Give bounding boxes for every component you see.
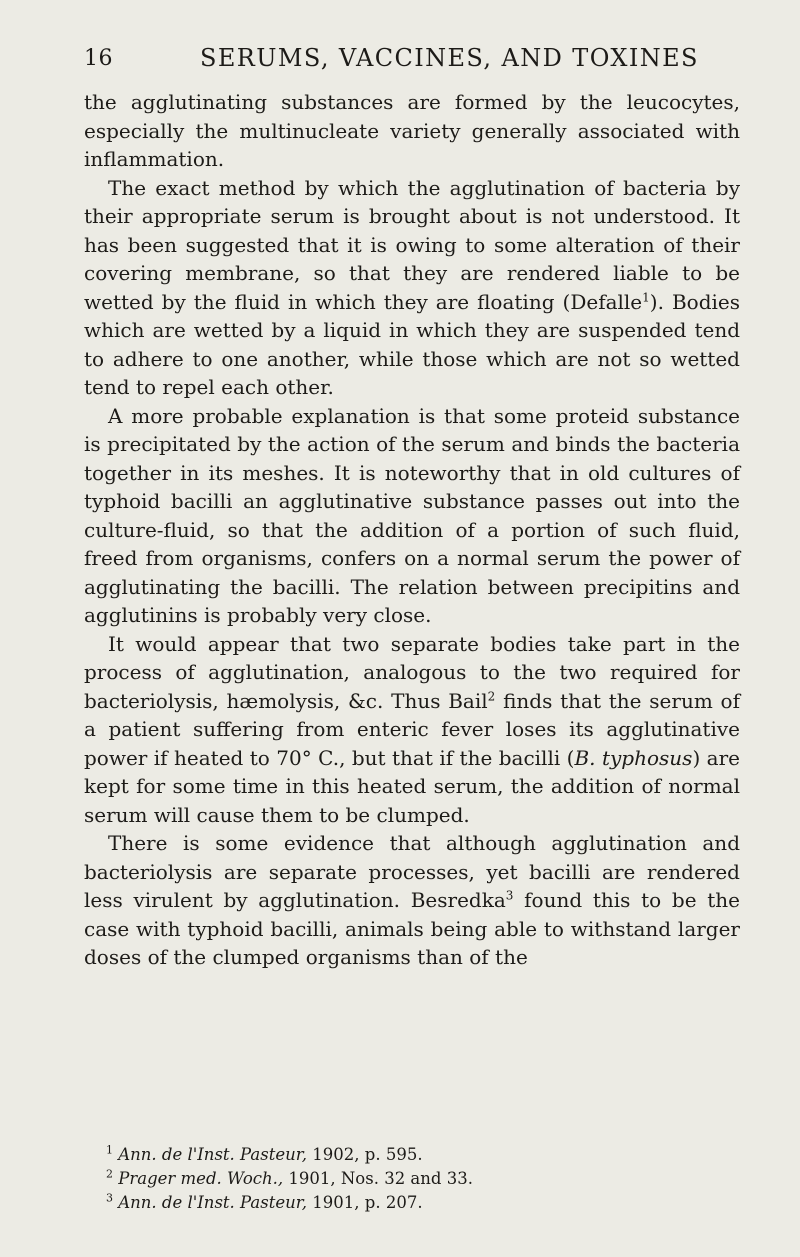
footnote-1-number: 1 xyxy=(106,1143,113,1157)
footnote-2 xyxy=(106,1167,726,1191)
footnotes xyxy=(106,1143,726,1215)
footnote-1-source: Ann. de l'Inst. Pasteur, xyxy=(118,1145,308,1164)
paragraph-3 xyxy=(84,402,740,630)
paragraph-2-text-a: The exact method by which the agglutination of bacteria by their appropriate serum is brought about is not understood. It has been suggested that it is owing to some alteration of their covering membrane, so that they are rendered liable to be wetted by the fluid in which they are floating (Defalle xyxy=(84,175,740,314)
footnote-3 xyxy=(106,1191,726,1215)
paragraph-4-text-a: It would appear that two separate bodies take part in the process of agglutination, analogous to the two required for bacteriolysis, hæmolysis, &c. Thus Bail xyxy=(84,631,740,713)
paragraph-4-text-c: ) are kept for some time in this heated serum, the addition of normal serum will cause them to be clumped. xyxy=(84,745,740,827)
paragraph-1 xyxy=(84,88,740,174)
footnote-1 xyxy=(106,1143,726,1167)
paragraph-2 xyxy=(84,174,740,402)
footnote-2-source: Prager med. Woch., xyxy=(118,1169,284,1188)
footnote-3-detail: 1901, p. 207. xyxy=(307,1193,423,1212)
paragraph-4-text-b: finds that the serum of a patient suffering from enteric fever loses its agglutinative power if heated to 70° C., but that if the bacilli ( xyxy=(84,688,741,770)
running-title: SERUMS, VACCINES, AND TOXINES xyxy=(200,44,699,72)
footnote-3-number: 3 xyxy=(106,1191,113,1205)
paragraph-5 xyxy=(84,829,740,972)
paragraph-1-text: the agglutinating substances are formed by the leucocytes, especially the multinucleate variety generally associated with inflammation. xyxy=(84,90,740,171)
footnote-2-number: 2 xyxy=(106,1167,113,1181)
paragraph-2-text-b: ). Bodies which are wetted by a liquid in which they are suspended tend to adhere to one another, while those which are not so wetted tend to repel each other. xyxy=(84,289,740,399)
paragraph-4 xyxy=(84,630,740,830)
footnote-1-detail: 1902, p. 595. xyxy=(307,1145,423,1164)
footnote-ref-1: 1 xyxy=(642,289,650,304)
paragraph-5-text-a: There is some evidence that although agglutination and bacteriolysis are separate processes, yet bacilli are rendered less virulent by agglutination. Besredka xyxy=(84,831,740,912)
body-text xyxy=(84,88,740,972)
running-head xyxy=(84,40,714,80)
species-name: B. typhosus xyxy=(574,745,693,770)
paragraph-5-text-b: found this to be the case with typhoid bacilli, animals being able to withstand larger doses of the clumped organisms than of the xyxy=(84,888,741,969)
footnote-ref-2: 2 xyxy=(487,688,496,703)
footnote-3-source: Ann. de l'Inst. Pasteur, xyxy=(118,1193,308,1212)
footnote-ref-3: 3 xyxy=(505,888,514,903)
footnote-2-detail: 1901, Nos. 32 and 33. xyxy=(283,1169,473,1188)
paragraph-3-text: A more probable explanation is that some proteid substance is precipitated by the action of the serum and binds the bacteria together in its meshes. It is noteworthy that in old cultures of typhoid bacilli an agglutinative substance passes out into the culture-fluid, so that the addition of a portion of such fluid, freed from organisms, confers on a normal serum the power of agglutinating the bacilli. The relation between precipitins and agglutinins is probably very close. xyxy=(84,403,740,627)
page-number: 16 xyxy=(84,46,113,71)
